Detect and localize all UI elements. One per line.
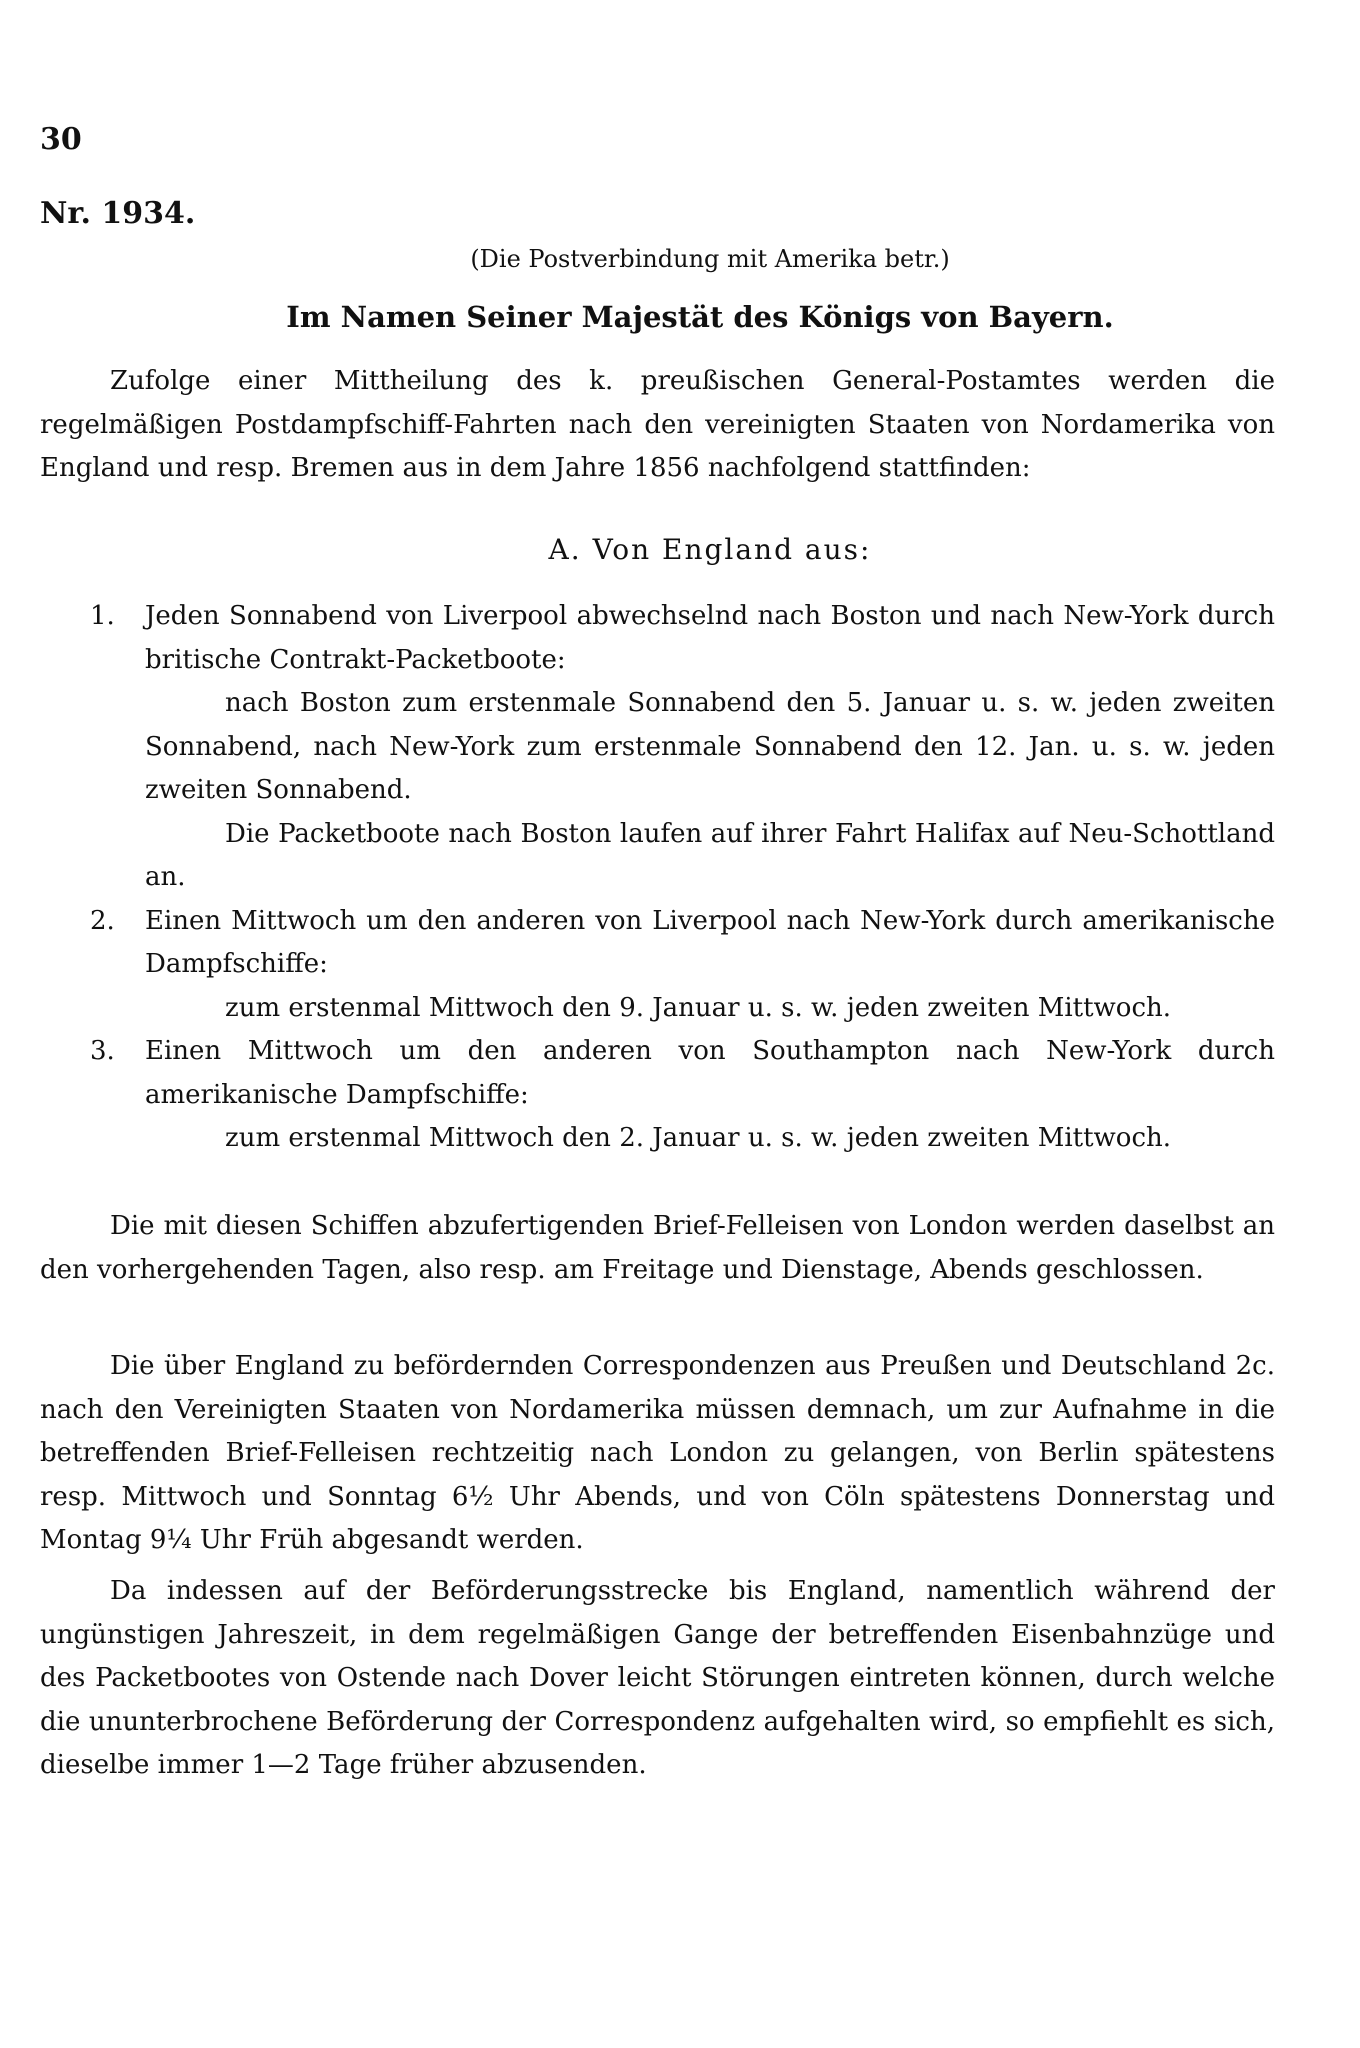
document-subject: (Die Postverbindung mit Amerika betr.) bbox=[470, 245, 950, 273]
page-number: 30 bbox=[40, 122, 82, 157]
list-item-detail: nach Boston zum erstenmale Sonnabend den 5. Januar u. s. w. jeden zweiten Sonnabend, nach New-York zum erstenmale Sonnabend den 12. Jan. u. s. w. jeden zweiten Sonnabend. bbox=[145, 688, 1275, 805]
intro-paragraph: Zufolge einer Mittheilung des k. preußischen General-Postamtes werden die regelmäßigen Postdampfschiff-Fahrten nach den vereinigten Staaten von Nordamerika von England und resp. Bremen aus in dem Jahre 1856 nachfolgend stattfinden: bbox=[40, 366, 1275, 483]
list-item-number: 1. bbox=[90, 601, 115, 631]
list-item-text: Einen Mittwoch um den anderen von Southampton nach New-York durch amerikanische Dampfschiffe: bbox=[145, 1036, 1275, 1110]
document-heading: Im Namen Seiner Majestät des Königs von Bayern. bbox=[286, 300, 1114, 334]
list-item-number: 2. bbox=[90, 905, 115, 936]
schedule-list bbox=[40, 595, 1275, 1161]
list-item-detail: zum erstenmal Mittwoch den 2. Januar u. s. w. jeden zweiten Mittwoch. bbox=[225, 1123, 1172, 1153]
document-number: Nr. 1934. bbox=[40, 196, 196, 231]
section-title: A. Von England aus: bbox=[548, 533, 872, 566]
dispatch-paragraph: Die über England zu befördernden Correspondenzen aus Preußen und Deutschland 2c. nach den Vereinigten Staaten von Nordamerika müssen demnach, um zur Aufnahme in die betreffenden Brief-Felleisen rechtzeitig nach London zu gelangen, von Berlin spätestens resp. Mittwoch und Sonntag 6½ Uhr Abends, und von Cöln spätestens Donnerstag und Montag 9¼ Uhr Früh abgesandt werden. bbox=[40, 1351, 1275, 1555]
list-item bbox=[40, 595, 1275, 682]
list-item bbox=[40, 900, 1275, 987]
list-item-number: 3. bbox=[90, 1036, 115, 1066]
list-item-text: Jeden Sonnabend von Liverpool abwechselnd nach Boston und nach New-York durch britische Contrakt-Packetboote: bbox=[145, 601, 1275, 675]
closing-time-paragraph: Die mit diesen Schiffen abzufertigenden Brief-Felleisen von London werden daselbst an den vorhergehenden Tagen, also resp. am Freitage und Dienstage, Abends geschlossen. bbox=[40, 1211, 1275, 1285]
list-item-detail: zum erstenmal Mittwoch den 9. Januar u. s. w. jeden zweiten Mittwoch. bbox=[225, 992, 1172, 1023]
list-item-note: Die Packetboote nach Boston laufen auf ihrer Fahrt Halifax auf Neu-Schottland an. bbox=[145, 818, 1275, 892]
list-item bbox=[40, 1030, 1275, 1117]
list-item-text: Einen Mittwoch um den anderen von Liverpool nach New-York durch amerikanische Dampfschiffe: bbox=[145, 905, 1275, 979]
advice-paragraph: Da indessen auf der Beförderungsstrecke bis England, namentlich während der ungünstigen Jahreszeit, in dem regelmäßigen Gange der betreffenden Eisenbahnzüge und des Packetbootes von Ostende nach Dover leicht Störungen eintreten können, durch welche die ununterbrochene Beförderung der Correspondenz aufgehalten wird, so empfiehlt es sich, dieselbe immer 1—2 Tage früher abzusenden. bbox=[40, 1576, 1275, 1780]
